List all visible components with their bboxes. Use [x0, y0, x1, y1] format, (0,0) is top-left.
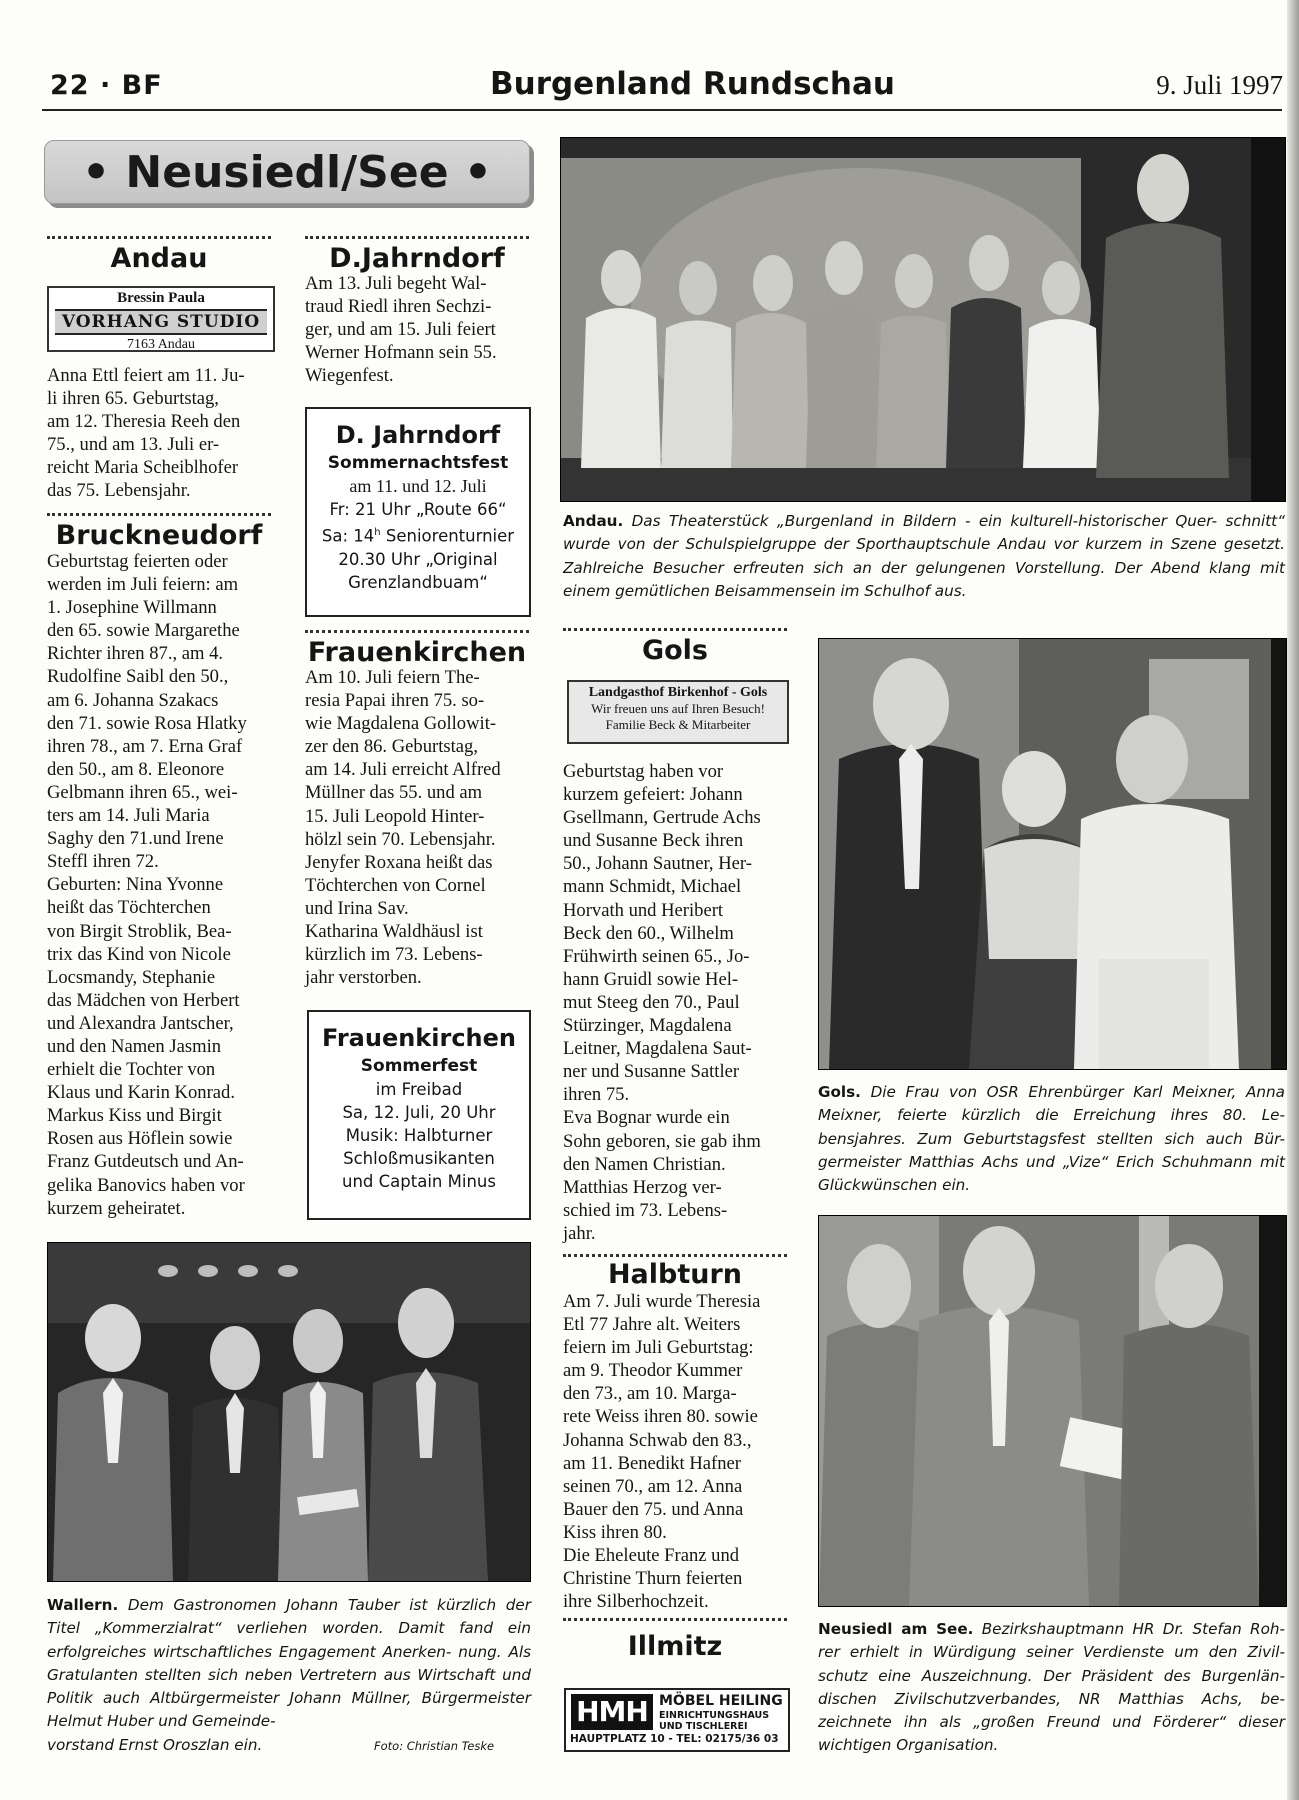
text-line: hölzl sein 70. Lebensjahr. — [305, 828, 496, 850]
event-line-part: Sa: 14 — [321, 526, 375, 546]
text-line: am 12. Theresia Reeh den — [47, 411, 241, 433]
text-line: mut Steeg den 70., Paul — [563, 991, 740, 1013]
caption-text: bensjahres. Zum Geburtstagsfest stellten sich auch Bür- — [818, 1129, 1285, 1148]
photo-andau-image — [561, 138, 1285, 501]
photo-gols-image — [819, 639, 1286, 1069]
event-line: Fr: 21 Uhr „Route 66“ — [329, 500, 507, 519]
text-line: Christine Thurn feierten — [563, 1568, 743, 1590]
text-line: und den Namen Jasmin — [47, 1035, 222, 1057]
text-line: feiern im Juli Geburtstag: — [563, 1337, 754, 1359]
text-line: resia Papai ihren 75. so- — [305, 690, 485, 712]
text-line: ihren 75. — [563, 1084, 630, 1106]
section-title-djahrndorf: D.Jahrndorf — [329, 243, 505, 274]
text-line: kürzlich im 73. Lebens- — [305, 944, 483, 966]
text-line: Horvath und Heribert — [563, 899, 724, 921]
event-title: D. Jahrndorf — [335, 421, 501, 449]
text-line: heißt das Töchterchen — [47, 897, 211, 919]
text-line: ihren 78., am 7. Erna Graf — [47, 735, 243, 757]
ad-name: MÖBEL HEILING — [659, 1693, 783, 1709]
text-line: den 73., am 10. Marga- — [563, 1383, 737, 1405]
text-line: Geburtstag feierten oder — [47, 551, 228, 572]
section-divider — [563, 1254, 787, 1257]
hmh-logo: HMH — [571, 1694, 653, 1730]
text-line: Rosen aus Höflein sowie — [47, 1128, 233, 1150]
caption-text: dischen Zivilschutzverbandes, NR Matthias Achs, be- — [818, 1689, 1285, 1708]
event-line: Musik: Halbturner — [345, 1126, 493, 1145]
ad-line: Familie Beck & Mitarbeiter — [605, 717, 751, 732]
text-line: Töchterchen von Cornel — [305, 874, 486, 896]
caption-wallern — [47, 1594, 531, 1734]
ad-line: Bressin Paula — [117, 290, 205, 306]
text-line: ihre Silberhochzeit. — [563, 1591, 709, 1613]
section-title-gols: Gols — [641, 635, 709, 666]
text-line: und Irina Sav. — [305, 897, 409, 919]
event-box-djahrndorf — [305, 407, 531, 617]
photo-neusiedl-image — [819, 1216, 1286, 1606]
article-djahrndorf — [305, 272, 529, 387]
text-line: das 75. Lebensjahr. — [47, 480, 191, 502]
section-divider — [563, 628, 787, 631]
text-line: erhielt die Tochter von — [47, 1059, 216, 1081]
caption-text: Meixner, feierte kürzlich die Erreichung ihres 80. Le- — [818, 1106, 1285, 1125]
text-line: ters am 14. Juli Maria — [47, 805, 210, 827]
event-box-frauenkirchen — [307, 1010, 531, 1220]
text-line: Etl 77 Jahre alt. Weiters — [563, 1314, 741, 1336]
text-line: jahr verstorben. — [305, 967, 422, 989]
section-title-andau: Andau — [110, 243, 208, 274]
caption-place: Neusiedl am See. — [818, 1620, 974, 1638]
caption-text: Bezirkshauptmann HR Dr. Stefan Roh- — [981, 1620, 1286, 1638]
ad-line: Wir freuen uns auf Ihren Besuch! — [591, 701, 765, 716]
ad-vorhang-studio — [47, 286, 275, 352]
text-line: Gsellmann, Gertrude Achs — [563, 807, 761, 829]
text-line: Klaus und Karin Konrad. — [47, 1082, 235, 1104]
caption-text: Dem Gastronomen Johann Tauber ist kürzlich — [127, 1596, 497, 1614]
caption-place: Andau. — [563, 512, 624, 530]
text-line: hann Gruidl sowie Hel- — [563, 968, 739, 990]
text-line: Richter ihren 87., am 4. — [47, 643, 224, 665]
scan-edge — [1287, 0, 1299, 1800]
caption-text: Die Frau von OSR Ehrenbürger Karl Meixner, Anna — [870, 1083, 1285, 1101]
text-line: 15. Juli Leopold Hinter- — [305, 805, 485, 827]
text-line: den 71. sowie Rosa Hlatky — [47, 712, 247, 734]
text-line: gelika Banovics haben vor — [47, 1174, 245, 1196]
caption-text: germeister Matthias Achs und „Vize“ Erich Schuhmann — [818, 1152, 1253, 1171]
caption-wallern-last: vorstand Ernst Oroszlan ein. — [47, 1736, 263, 1754]
text-line: am 9. Theodor Kummer — [563, 1360, 743, 1382]
text-line: 1. Josephine Willmann — [47, 597, 217, 619]
text-line: Anna Ettl feiert am 11. Ju- — [47, 365, 245, 386]
caption-place: Gols. — [818, 1083, 861, 1101]
event-line — [307, 521, 529, 548]
text-line: trix das Kind von Nicole — [47, 943, 231, 965]
text-line: ner und Susanne Sattler — [563, 1061, 740, 1083]
text-line: den Namen Christian. — [563, 1153, 726, 1175]
header-rule — [42, 109, 1282, 111]
text-line: Markus Kiss und Birgit — [47, 1105, 222, 1127]
caption-text: schnitt“ wurde von der Schulspielgruppe der Sporthauptschule Andau vor kurzem in — [563, 512, 1285, 554]
caption-text: mit Glückwünschen ein. — [818, 1152, 1285, 1195]
text-line: und Susanne Beck ihren — [563, 830, 744, 852]
text-line: Müllner das 55. und am — [305, 782, 483, 804]
text-line: mann Schmidt, Michael — [563, 876, 742, 898]
text-line: werden im Juli feiern: am — [47, 574, 239, 596]
text-line: Saghy den 71.und Irene — [47, 828, 224, 850]
photo-wallern-image — [48, 1243, 530, 1581]
ad-brand: VORHANG STUDIO — [55, 309, 267, 335]
text-line: wie Magdalena Gollowit- — [305, 713, 497, 735]
ad-line: 7163 Andau — [126, 337, 196, 352]
article-gols — [563, 760, 787, 1245]
text-line: zer den 86. Geburtstag, — [305, 736, 478, 758]
text-line: am 11. Benedikt Hafner — [563, 1452, 741, 1474]
ad-subline — [659, 1710, 769, 1732]
caption-text: Abend klang mit einem gemütlichen Beisammensein im Schulhof aus. — [563, 558, 1286, 600]
caption-text: rer erhielt in Würdigung seiner Verdienste um den Zivil- — [818, 1643, 1285, 1662]
caption-text: ein erfolgreiches wirtschaftliches Engagement Anerken- — [47, 1619, 531, 1661]
ad-birkenhof — [567, 680, 789, 744]
photo-neusiedl — [818, 1215, 1287, 1607]
event-line: im Freibad — [375, 1080, 463, 1099]
section-divider — [305, 236, 529, 239]
caption-text: Szene gesetzt. Zahlreiche Besucher erfreuten sich an der gelungenen Vorstellung. Der — [563, 535, 1286, 577]
text-line: Geburtstag haben vor — [563, 761, 724, 782]
text-line: Werner Hofmann sein 55. — [305, 342, 497, 364]
text-line: Katharina Waldhäusl ist — [305, 921, 483, 943]
event-line-part: Seniorenturnier — [380, 526, 515, 546]
text-line: Am 10. Juli feiern The- — [305, 667, 480, 688]
caption-neusiedl — [818, 1618, 1285, 1758]
newspaper-title: Burgenland Rundschau — [490, 66, 895, 102]
text-line: am 6. Johanna Szakacs — [47, 689, 219, 711]
text-line: traud Riedl ihren Sechzi- — [305, 296, 492, 318]
article-andau — [47, 364, 271, 503]
text-line: 50., Johann Sautner, Her- — [563, 853, 752, 875]
caption-text: Müllner, Bürgermeister Helmut Huber und Gemeinde- — [47, 1689, 531, 1731]
text-line: rete Weiss ihren 80. sowie — [563, 1406, 758, 1428]
ad-subline-1: EINRICHTUNGSHAUS — [659, 1710, 770, 1721]
text-line: Am 13. Juli begeht Wal- — [305, 273, 487, 294]
issue-date: 9. Juli 1997 — [1156, 70, 1283, 100]
section-divider — [47, 236, 271, 239]
text-line: den 50., am 8. Eleonore — [47, 758, 225, 780]
caption-place: Wallern. — [47, 1596, 119, 1614]
article-halbturn — [563, 1290, 787, 1613]
caption-andau — [563, 510, 1285, 603]
photo-andau-theatre — [560, 137, 1286, 502]
ad-address: HAUPTPLATZ 10 - TEL: 02175/36 03 — [570, 1733, 779, 1745]
article-bruckneudorf — [47, 550, 271, 1220]
event-line: Grenzlandbuam“ — [348, 572, 488, 592]
text-line: Leitner, Magdalena Saut- — [563, 1038, 752, 1060]
photo-wallern — [47, 1242, 531, 1582]
page-number: 22 · BF — [50, 70, 163, 101]
text-line: von Birgit Stroblik, Bea- — [47, 920, 232, 942]
text-line: Wiegenfest. — [305, 365, 394, 387]
caption-text: Das Theaterstück „Burgenland in Bildern - ein kulturell-historischer Quer- — [631, 512, 1218, 530]
caption-gols — [818, 1081, 1285, 1197]
caption-text: zeichnete ihn als „großen Freund und Förderer“ dieser — [818, 1713, 1285, 1732]
region-banner: • Neusiedl/See • — [44, 140, 530, 204]
event-title: Frauenkirchen — [321, 1024, 517, 1052]
text-line: Frühwirth seinen 65., Jo- — [563, 945, 750, 967]
event-line: Schloßmusikanten — [343, 1149, 495, 1168]
caption-text: Wirtschaft und Politik auch Altbürgermeister Johann — [47, 1665, 532, 1708]
section-title-illmitz: Illmitz — [627, 1631, 723, 1662]
event-subtitle: Sommernachtsfest — [327, 453, 509, 473]
section-title-frauenkirchen: Frauenkirchen — [307, 637, 527, 668]
text-line: Rudolfine Saibl den 50., — [47, 666, 229, 688]
caption-text: nung. Als Gratulanten stellten sich neben Vertretern aus — [47, 1642, 532, 1684]
text-line: Am 7. Juli wurde Theresia — [563, 1291, 761, 1312]
text-line: Bauer den 75. und Anna — [563, 1498, 744, 1520]
article-frauenkirchen — [305, 666, 529, 989]
event-line-sup: h — [374, 527, 381, 538]
text-line: Sohn geboren, sie gab ihm — [563, 1130, 761, 1152]
text-line: Die Eheleute Franz und — [563, 1545, 740, 1567]
text-line: 75., und am 13. Juli er- — [47, 434, 220, 456]
text-line: den 65. sowie Margarethe — [47, 620, 240, 642]
ad-line: Landgasthof Birkenhof - Gols — [588, 685, 768, 700]
text-line: seinen 70., am 12. Anna — [563, 1475, 743, 1497]
text-line: jahr. — [563, 1222, 596, 1244]
photo-gols — [818, 638, 1287, 1070]
text-line: schied im 73. Lebens- — [563, 1199, 728, 1221]
text-line: Stürzinger, Magdalena — [563, 1015, 732, 1037]
text-line: Geburten: Nina Yvonne — [47, 874, 224, 896]
event-subtitle: Sommerfest — [360, 1056, 478, 1076]
text-line: Franz Gutdeutsch und An- — [47, 1151, 244, 1173]
caption-text: wichtigen Organisation. — [818, 1736, 999, 1755]
event-line: 20.30 Uhr „Original — [338, 549, 498, 569]
caption-text: der Titel „Kommerzialrat“ verliehen worden. Damit fand — [47, 1596, 531, 1638]
section-divider — [563, 1618, 787, 1621]
text-line: reicht Maria Scheiblhofer — [47, 457, 239, 479]
photo-credit: Foto: Christian Teske — [374, 1739, 495, 1753]
event-date: am 11. und 12. Juli — [349, 476, 487, 496]
text-line: und Alexandra Jantscher, — [47, 1012, 234, 1034]
text-line: Kiss ihren 80. — [563, 1521, 667, 1543]
text-line: Gelbmann ihren 65., wei- — [47, 781, 238, 803]
section-title-halbturn: Halbturn — [607, 1259, 743, 1290]
text-line: Eva Bognar wurde ein — [563, 1107, 730, 1129]
text-line: am 14. Juli erreicht Alfred — [305, 759, 501, 781]
ad-moebel-heiling — [564, 1688, 790, 1752]
text-line: Beck den 60., Wilhelm — [563, 922, 734, 944]
event-line: Sa, 12. Juli, 20 Uhr — [342, 1103, 496, 1122]
event-line: und Captain Minus — [342, 1172, 496, 1191]
section-divider — [47, 513, 271, 516]
text-line: Johanna Schwab den 83., — [563, 1429, 752, 1451]
ad-subline-2: UND TISCHLEREI — [659, 1721, 748, 1732]
section-divider — [305, 630, 529, 633]
text-line: ger, und am 15. Juli feiert — [305, 319, 496, 341]
text-line: Jenyfer Roxana heißt das — [305, 851, 493, 873]
text-line: li ihren 65. Geburtstag, — [47, 388, 219, 410]
caption-text: schutz eine Auszeichnung. Der Präsident des Burgenlän- — [818, 1666, 1285, 1685]
section-title-bruckneudorf: Bruckneudorf — [55, 520, 263, 551]
text-line: kurzem gefeiert: Johann — [563, 784, 743, 806]
text-line: Matthias Herzog ver- — [563, 1176, 722, 1198]
text-line: das Mädchen von Herbert — [47, 989, 240, 1011]
text-line: Steffl ihren 72. — [47, 851, 159, 873]
text-line: Locsmandy, Stephanie — [47, 966, 216, 988]
text-line: kurzem geheiratet. — [47, 1197, 186, 1219]
